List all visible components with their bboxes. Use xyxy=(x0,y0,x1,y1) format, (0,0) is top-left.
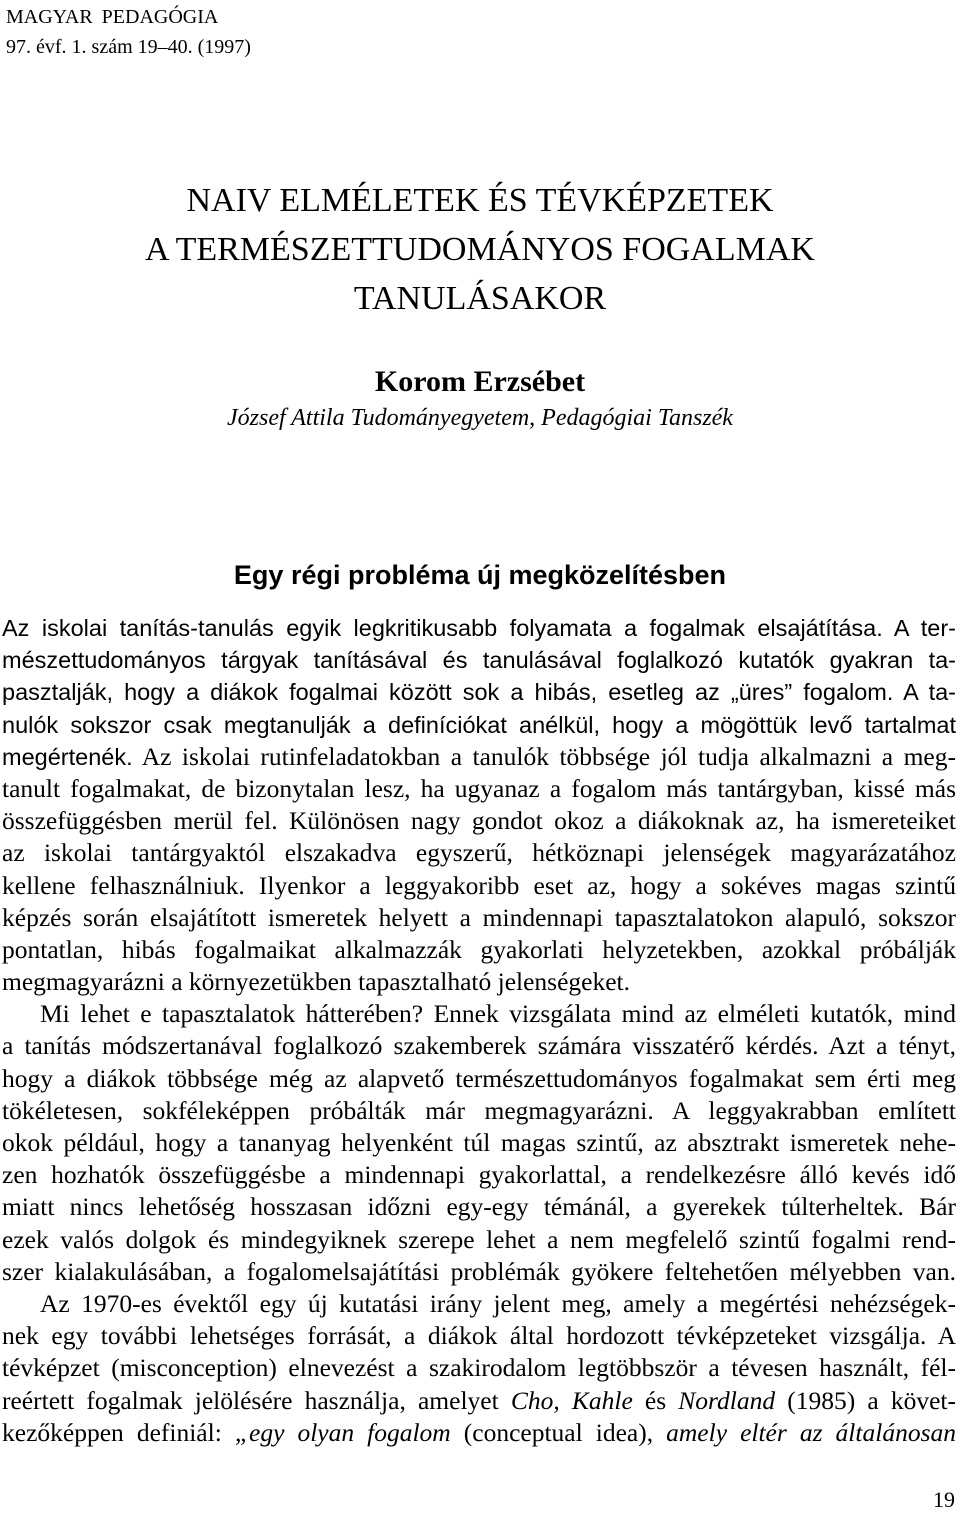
text-run: reértett fogalmak jelölésére használja, amelyet xyxy=(2,1385,511,1415)
page-number: 19 xyxy=(933,1487,955,1512)
body-line xyxy=(2,773,956,805)
body-line xyxy=(2,902,956,934)
body-line xyxy=(2,1256,956,1288)
text-run: tökéletesen, sokféleképpen próbálták már megmagyarázni. A leggyakrabban említett xyxy=(2,1095,956,1125)
body-line xyxy=(2,612,956,644)
text-run: tévképzet (misconception) elnevezést a szakirodalom legtöbbször a tévesen használt, fél- xyxy=(2,1353,956,1383)
body-line xyxy=(2,1063,956,1095)
text-run: a tanítás módszertanával foglalkozó szakemberek számára visszatérő kérdés. Azt a tényt, xyxy=(2,1031,956,1061)
text-run: nulók sokszor csak megtanulják a definíciókat anélkül, hogy a mögöttük levő tartalmat xyxy=(2,711,956,738)
text-run: kellene felhasználniuk. Ilyenkor a leggyakoribb eset az, hogy a sokéves magas szintű xyxy=(2,870,956,900)
text-run: pontatlan, hibás fogalmaikat alkalmazzák gyakorlati helyzetekben, azokkal próbálják xyxy=(2,934,956,964)
text-run: és xyxy=(632,1385,679,1415)
title-line: A TERMÉSZETTUDOMÁNYOS FOGALMAK xyxy=(145,231,815,268)
text-run: megértenék. xyxy=(2,743,133,770)
body-line xyxy=(2,1352,956,1384)
body-line xyxy=(2,676,956,708)
text-run: hogy a diákok többsége még az alapvető természettudományos fogalmakat sem érti meg xyxy=(2,1063,956,1093)
body-line xyxy=(2,966,956,998)
body-line xyxy=(2,998,956,1030)
body-line xyxy=(2,1030,956,1062)
text-run: miatt nincs lehetőség hosszasan időzni egy-egy témánál, a gyerekek túlterheltek. Bár xyxy=(2,1192,956,1222)
text-run: Mi lehet e tapasztalatok hátterében? Ennek vizsgálata mind az elméleti kutatók, mind xyxy=(40,999,956,1029)
title-line: TANULÁSAKOR xyxy=(353,280,607,317)
journal-issue: 97. évf. 1. szám 19–40. (1997) xyxy=(6,36,251,58)
body-line xyxy=(2,805,956,837)
author-citation: Cho, Kahle xyxy=(510,1385,633,1415)
author-name: Korom Erzsébet xyxy=(374,365,586,398)
body-line xyxy=(2,1159,956,1191)
title-line: NAIV ELMÉLETEK ÉS TÉVKÉPZETEK xyxy=(186,182,774,219)
journal-name: MAGYAR PEDAGÓGIA xyxy=(6,6,219,28)
text-run: szer kialakulásában, a fogalomelsajátítási problémák gyökere feltehetően mélyebben van. xyxy=(2,1256,956,1286)
body-line xyxy=(2,837,956,869)
body-line xyxy=(2,1224,956,1256)
body-line xyxy=(2,1095,956,1127)
author-affiliation: József Attila Tudományegyetem, Pedagógiai Tanszék xyxy=(227,405,733,431)
text-run: Az 1970-es évektől egy új kutatási irány jelent meg, amely a megértési nehézségek- xyxy=(40,1288,956,1318)
body-line xyxy=(2,1288,956,1320)
text-run: képzés során elsajátított ismeretek helyett a mindennapi tapasztalatokon alapuló, sokszor xyxy=(2,902,956,932)
body-text xyxy=(2,612,956,1449)
body-line xyxy=(2,1320,956,1352)
body-line xyxy=(2,1127,956,1159)
body-line xyxy=(2,741,956,773)
body-line xyxy=(2,644,956,676)
text-run: az iskolai tantárgyaktól elszakadva egyszerű, hétköznapi jelenségek magyarázatához xyxy=(2,838,956,868)
definition-quote: amely eltér az általánosan xyxy=(666,1417,956,1447)
text-run: (conceptual idea), xyxy=(450,1417,667,1447)
text-run: kezőképpen definiál: xyxy=(2,1417,235,1447)
body-line xyxy=(2,709,956,741)
text-run: (1985) a követ- xyxy=(775,1385,956,1415)
section-heading: Egy régi probléma új megközelítésben xyxy=(233,560,727,590)
body-line xyxy=(2,870,956,902)
text-run: okok például, hogy a tananyag helyenként túl magas szintű, az absztrakt ismeretek nehe- xyxy=(2,1128,956,1157)
text-run: pasztalják, hogy a diákok fogalmai között sok a hibás, esetleg az „üres” fogalom. A ta- xyxy=(2,679,956,706)
text-run: tanult fogalmakat, de bizonytalan lesz, ha ugyanaz a fogalom más tantárgyban, kissé más xyxy=(2,773,956,803)
text-run: ezek valós dolgok és mindegyiknek szerepe lehet a nem megfelelő szintű fogalmi rend- xyxy=(2,1224,956,1254)
body-line xyxy=(2,1417,956,1449)
journal-header xyxy=(6,2,251,62)
text-run: Az iskolai tanítás-tanulás egyik legkritikusabb folyamata a fogalmak elsajátítása. A ter- xyxy=(2,615,956,641)
body-line xyxy=(2,1385,956,1417)
text-run: nek egy további lehetséges forrását, a diákok által hordozott tévképzeteket vizsgálja. A xyxy=(2,1321,956,1351)
author-citation: Nordland xyxy=(678,1385,776,1415)
text-run: megmagyarázni a környezetükben tapasztalható jelenségeket. xyxy=(2,967,630,997)
body-line xyxy=(2,934,956,966)
text-run: zen hozhatók összefüggésbe a mindennapi gyakorlattal, a rendelkezésre álló kevés idő xyxy=(2,1160,956,1190)
definition-quote: „egy olyan fogalom xyxy=(234,1417,451,1447)
text-run: mészettudományos tárgyak tanításával és tanulásával foglalkozó kutatók gyakran ta- xyxy=(2,647,956,674)
text-run: összefüggésben merül fel. Különösen nagy gondot okoz a diákoknak az, ha ismereteiket xyxy=(2,806,956,836)
article-title xyxy=(0,176,960,323)
body-line xyxy=(2,1191,956,1223)
text-run: Az iskolai rutinfeladatokban a tanulók többsége jól tudja alkalmazni a meg- xyxy=(132,741,956,771)
